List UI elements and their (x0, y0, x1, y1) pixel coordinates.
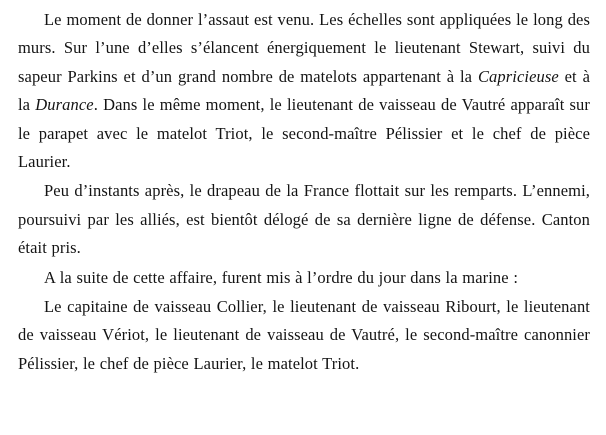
paragraph-2-segment-1: Peu d’instants après, le drapeau de la France flottait sur les remparts. L’ennemi, poursuivi par les alliés, est bientôt délogé de sa dernière ligne de défense. Canton était pris. (18, 181, 590, 258)
ship-name-durance: Durance (35, 95, 94, 115)
ship-name-capricieuse: Capricieuse (477, 66, 559, 86)
paragraph-3-segment-1: A la suite de cette affaire, furent mis à l’ordre du jour dans la marine : (44, 267, 519, 287)
paragraph-1-segment-5: . Dans le même moment, le lieutenant de vaisseau de Vautré apparaît sur le parapet avec le matelot Triot, le second-maître Pélissier et le chef de pièce Laurier. (18, 95, 590, 172)
paragraph-1-segment-3: et à la (18, 66, 590, 115)
paragraph-4-segment-1: Le capitaine de vaisseau Collier, le lieutenant de vaisseau Ribourt, le lieutenant de vaisseau Vériot, le lieutenant de vaisseau de Vautré, le second-maître canonnier Pélissier, le chef de pièce Laurier, le matelot Triot. (18, 297, 590, 373)
paragraph-2 (18, 177, 590, 262)
paragraph-3 (18, 264, 590, 292)
text-column (18, 6, 590, 378)
paragraph-4 (18, 293, 590, 378)
paragraph-1 (18, 6, 590, 176)
paragraph-1-segment-1: Le moment de donner l’assaut est venu. Les échelles sont appliquées le long des murs. Sur l’une d’elles s’élancent énergiquement le lieutenant Stewart, suivi du sapeur Parkins et d’un grand nombre de matelots appartenant à la (18, 10, 590, 86)
